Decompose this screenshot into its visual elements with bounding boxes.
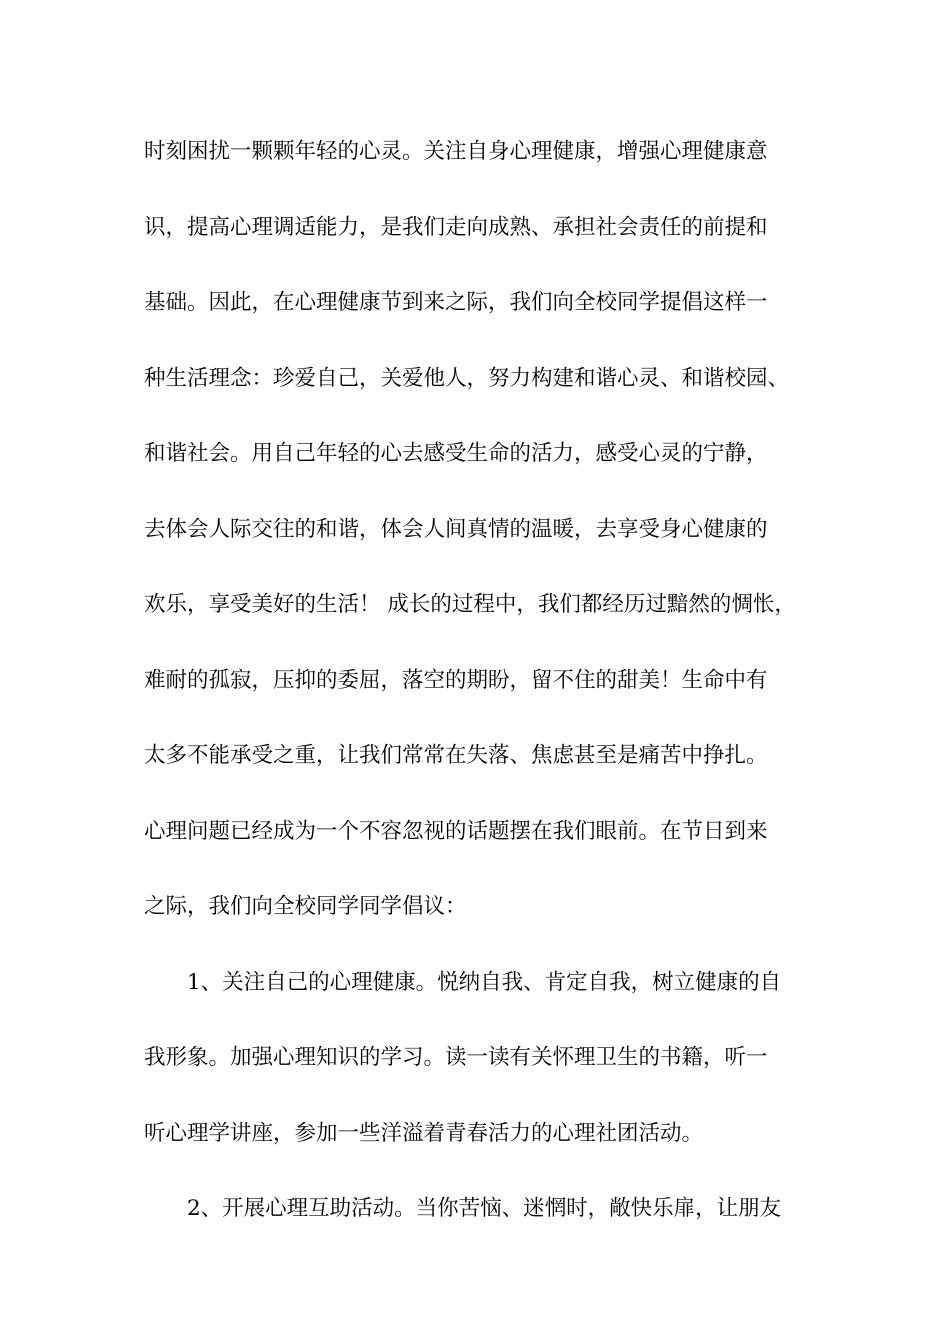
text-line: 太多不能承受之重，让我们常常在失落、焦虑甚至是痛苦中挣扎。 <box>144 743 768 768</box>
text-line: 种生活理念：珍爱自己，关爱他人，努力构建和谐心灵、和谐校园、 <box>144 365 790 391</box>
list-item-2-line: 2、开展心理互助活动。当你苦恼、迷惘时，敞快乐扉，让朋友 <box>187 1196 782 1221</box>
list-item-1-line: 1、关注自己的心理健康。悦纳自我、肯定自我，树立健康的自 <box>187 969 782 995</box>
document-body <box>144 132 814 1265</box>
text-line: 难耐的孤寂，压抑的委屈，落空的期盼，留不住的甜美！生命中有 <box>144 667 768 693</box>
text-line: 去体会人际交往的和谐，体会人间真情的温暖，去享受身心健康的 <box>144 516 768 542</box>
text-line: 识，提高心理调适能力，是我们走向成熟、承担社会责任的前提和 <box>144 214 768 240</box>
text-line: 和谐社会。用自己年轻的心去感受生命的活力，感受心灵的宁静， <box>144 441 768 466</box>
text-line: 之际，我们向全校同学同学倡议： <box>144 894 467 919</box>
text-line: 我形象。加强心理知识的学习。读一读有关怀理卫生的书籍，听一 <box>144 1045 768 1070</box>
text-line: 听心理学讲座，参加一些洋溢着青春活力的心理社团活动。 <box>144 1120 704 1146</box>
text-line: 欢乐，享受美好的生活！ 成长的过程中，我们都经历过黯然的惆怅， <box>144 592 796 617</box>
text-line: 基础。因此，在心理健康节到来之际，我们向全校同学提倡这样一 <box>144 290 768 315</box>
text-line: 心理问题已经成为一个不容忽视的话题摆在我们眼前。在节日到来 <box>144 818 768 844</box>
text-line: 时刻困扰一颗颗年轻的心灵。关注自身心理健康，增强心理健康意 <box>144 139 768 164</box>
